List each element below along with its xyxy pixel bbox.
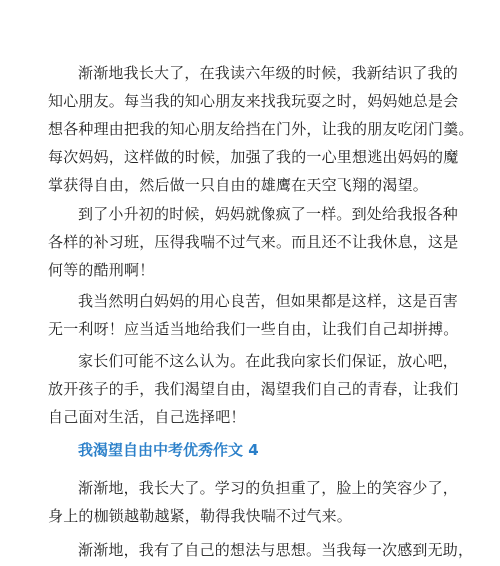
paragraph-6 — [48, 536, 473, 564]
paragraph-4-line-1: 家长们可能不这么认为。在此我向家长们保证，放心吧， — [78, 352, 459, 370]
paragraph-1 — [48, 59, 474, 199]
paragraph-3 — [48, 287, 458, 343]
paragraph-2 — [48, 200, 458, 284]
paragraph-2-line-1: 到了小升初的时候，妈妈就像疯了一样。到处给我报各种 — [78, 205, 459, 223]
paragraph-4-line-3: 自己面对生活，自己选择吧！ — [48, 408, 246, 426]
paragraph-2-line-3: 何等的酷刑啊！ — [48, 261, 155, 279]
paragraph-5-line-2: 身上的枷锁越勒越紧，勒得我快喘不过气来。 — [48, 507, 353, 525]
paragraph-5 — [48, 474, 458, 530]
paragraph-5-line-1: 渐渐地，我长大了。学习的负担重了，脸上的笑容少了， — [78, 479, 459, 497]
paragraph-1-line-2: 知心朋友。每当我的知心朋友来找我玩耍之时，妈妈她总是会 — [48, 92, 459, 110]
paragraph-1-line-5: 掌获得自由，然后做一只自由的雄鹰在天空飞翔的渴望。 — [48, 176, 429, 194]
paragraph-1-line-3: 想各种理由把我的知心朋友给挡在门外，让我的朋友吃闭门羹。 — [48, 120, 474, 138]
section-heading-text: 我渴望自由中考优秀作文 4 — [78, 441, 259, 459]
paragraph-3-line-2: 无一利呀！应当适当地给我们一些自由，让我们自己却拼搏。 — [48, 320, 459, 338]
paragraph-4 — [48, 347, 458, 431]
section-heading — [48, 436, 259, 464]
paragraph-2-line-2: 各样的补习班，压得我喘不过气来。而且还不让我休息，这是 — [48, 233, 459, 251]
paragraph-4-line-2: 放开孩子的手，我们渴望自由，渴望我们自己的青春，让我们 — [48, 380, 459, 398]
paragraph-3-line-1: 我当然明白妈妈的用心良苦，但如果都是这样，这是百害 — [78, 292, 459, 310]
paragraph-6-line-1: 渐渐地，我有了自己的想法与思想。当我每一次感到无助， — [78, 541, 474, 559]
paragraph-1-line-4: 每次妈妈，这样做的时候，加强了我的一心里想逃出妈妈的魔 — [48, 148, 459, 166]
paragraph-1-line-1: 渐渐地我长大了，在我读六年级的时候，我新结识了我的 — [78, 64, 459, 82]
